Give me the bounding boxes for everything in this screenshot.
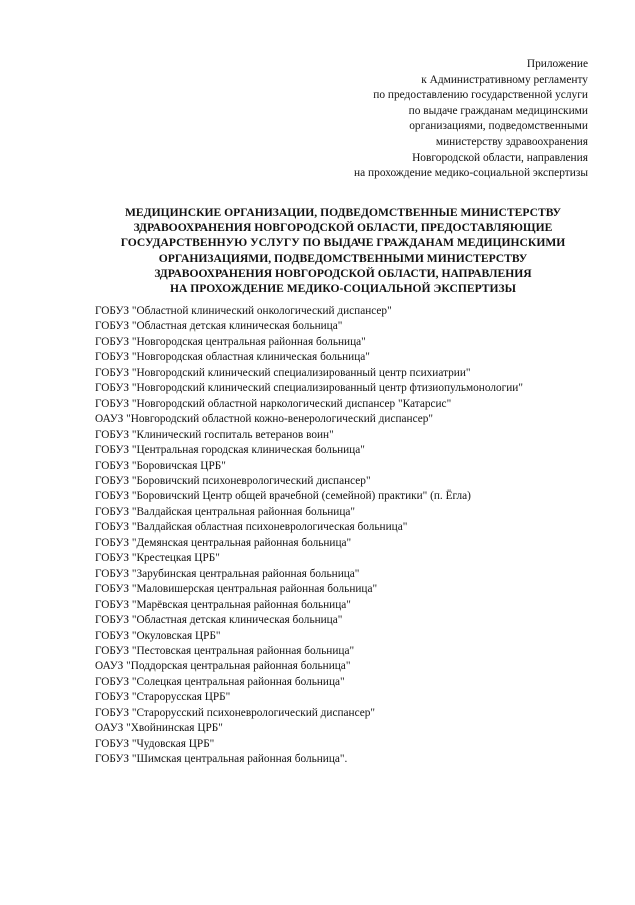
- appendix-line: по предоставлению государственной услуги: [373, 89, 588, 102]
- organization-item: ГОБУЗ "Демянская центральная районная больница": [95, 536, 352, 549]
- title-line: ГОСУДАРСТВЕННУЮ УСЛУГУ ПО ВЫДАЧЕ ГРАЖДАНАМ МЕДИЦИНСКИМИ: [120, 236, 566, 250]
- organization-item: ГОБУЗ "Новгородская центральная районная больница": [95, 335, 366, 348]
- organization-item: ГОБУЗ "Валдайская центральная районная больница": [95, 505, 355, 518]
- organization-item: ГОБУЗ "Областной клинический онкологический диспансер": [95, 305, 392, 317]
- document-title: [86, 205, 600, 296]
- organization-item: ГОБУЗ "Валдайская областная психоневрологическая больница": [95, 521, 408, 534]
- appendix-line: к Административному регламенту: [421, 73, 588, 86]
- organization-item: ГОБУЗ "Боровичский психоневрологический диспансер": [95, 474, 371, 487]
- title-line: ЗДРАВООХРАНЕНИЯ НОВГОРОДСКОЙ ОБЛАСТИ, ПРЕДОСТАВЛЯЮЩИЕ: [133, 221, 553, 235]
- organization-item: ГОБУЗ "Новгородская областная клиническая больница": [95, 351, 370, 364]
- organization-list: [95, 304, 615, 768]
- organization-item: ГОБУЗ "Старорусский психоневрологический диспансер": [95, 706, 376, 719]
- organization-item: ГОБУЗ "Центральная городская клиническая больница": [95, 444, 365, 457]
- appendix-line: на прохождение медико-социальной экспертизы: [354, 167, 588, 180]
- organization-item: ГОБУЗ "Солецкая центральная районная больница": [95, 675, 345, 688]
- title-line: МЕДИЦИНСКИЕ ОРГАНИЗАЦИИ, ПОДВЕДОМСТВЕННЫЕ МИНИСТЕРСТВУ: [124, 206, 562, 219]
- organization-item: ГОБУЗ "Новгородский клинический специализированный центр фтизиопульмонологии": [95, 382, 523, 395]
- organization-item: ГОБУЗ "Областная детская клиническая больница": [95, 614, 343, 627]
- organization-item: ГОБУЗ "Боровичская ЦРБ": [95, 459, 226, 472]
- organization-item: ОАУЗ "Хвойнинская ЦРБ": [95, 722, 223, 735]
- organization-item: ГОБУЗ "Новгородский областной наркологический диспансер "Катарсис": [95, 397, 452, 410]
- organization-item: ОАУЗ "Поддорская центральная районная больница": [95, 660, 351, 673]
- organization-item: ГОБУЗ "Зарубинская центральная районная больница": [95, 567, 360, 580]
- title-line: НА ПРОХОЖДЕНИЕ МЕДИКО-СОЦИАЛЬНОЙ ЭКСПЕРТИЗЫ: [169, 282, 517, 296]
- organization-item: ГОБУЗ "Шимская центральная районная больница".: [95, 753, 348, 766]
- appendix-note: [288, 57, 588, 182]
- organization-item: ГОБУЗ "Новгородский клинический специализированный центр психиатрии": [95, 366, 471, 379]
- appendix-line: Приложение: [526, 58, 588, 70]
- organization-item: ГОБУЗ "Боровичский Центр общей врачебной (семейной) практики" (п. Ёгла): [95, 490, 471, 503]
- organization-item: ГОБУЗ "Маловишерская центральная районная больница": [95, 583, 378, 596]
- appendix-line: Новгородской области, направления: [412, 151, 588, 164]
- appendix-line: по выдаче гражданам медицинскими: [408, 104, 588, 117]
- organization-item: ГОБУЗ "Марёвская центральная районная больница": [95, 598, 351, 611]
- organization-item: ГОБУЗ "Областная детская клиническая больница": [95, 320, 343, 333]
- organization-item: ГОБУЗ "Старорусская ЦРБ": [95, 691, 231, 704]
- appendix-line: министерству здравоохранения: [435, 135, 588, 148]
- organization-item: ГОБУЗ "Клинический госпиталь ветеранов воин": [95, 428, 334, 441]
- appendix-line: организациями, подведомственными: [409, 120, 588, 133]
- title-line: ОРГАНИЗАЦИЯМИ, ПОДВЕДОМСТВЕННЫМИ МИНИСТЕРСТВУ: [158, 251, 528, 265]
- organization-item: ОАУЗ "Новгородский областной кожно-венерологический диспансер": [95, 413, 433, 426]
- organization-item: ГОБУЗ "Крестецкая ЦРБ": [95, 552, 220, 565]
- organization-item: ГОБУЗ "Пестовская центральная районная больница": [95, 644, 355, 657]
- organization-item: ГОБУЗ "Окуловская ЦРБ": [95, 629, 221, 642]
- organization-item: ГОБУЗ "Чудовская ЦРБ": [95, 737, 215, 750]
- title-line: ЗДРАВООХРАНЕНИЯ НОВГОРОДСКОЙ ОБЛАСТИ, НАПРАВЛЕНИЯ: [154, 266, 532, 280]
